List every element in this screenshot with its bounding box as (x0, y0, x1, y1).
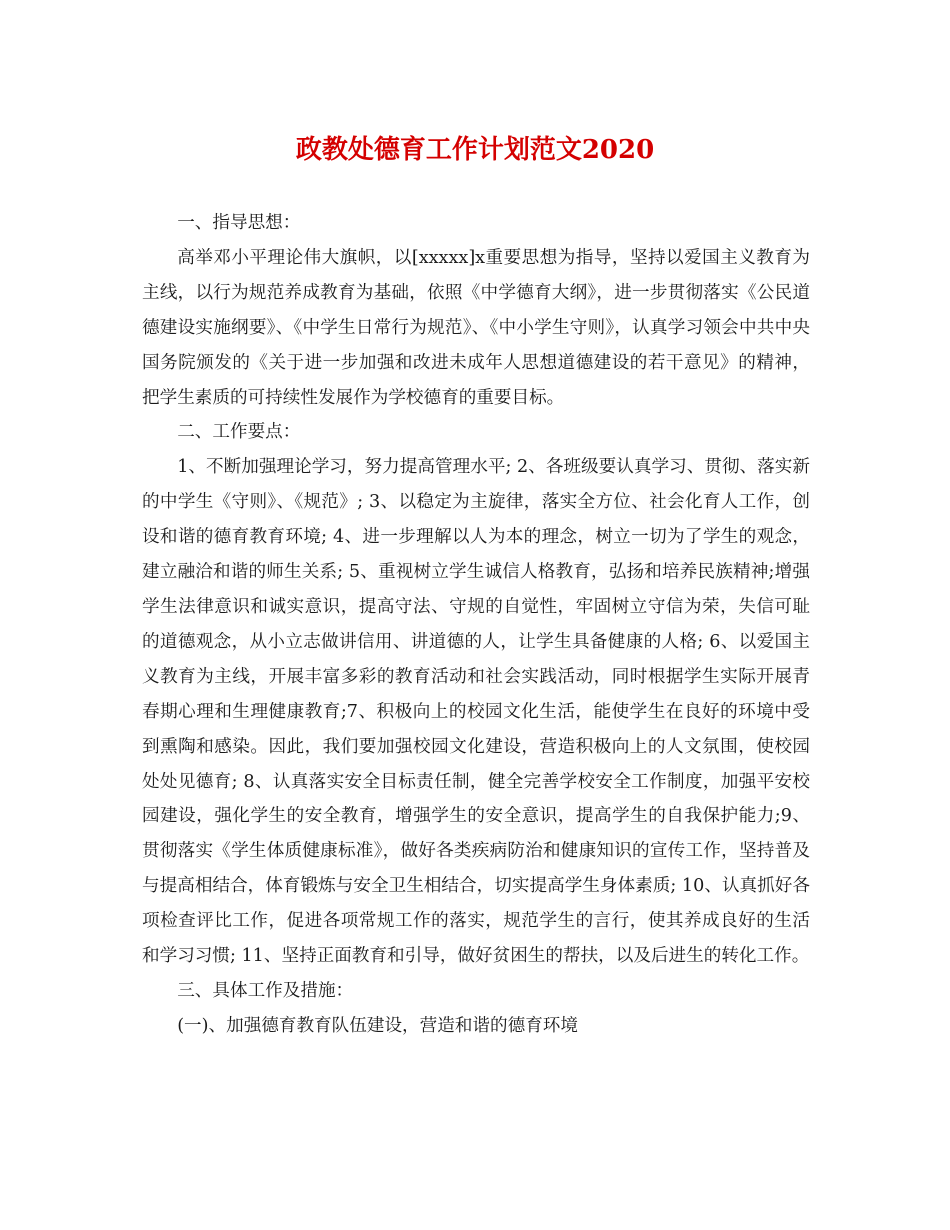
paragraph-guiding-ideology: 高举邓小平理论伟大旗帜，以[xxxxx]x重要思想为指导，坚持以爱国主义教育为主线，以行为规范养成教育为基础，依照《中学德育大纲》，进一步贯彻落实《公民道德建设实施纲要》、《中学生日常行为规范》、《中小学生守则》，认真学习领会中共中央国务院颁发的《关于进一步加强和改进未成年人思想道德建设的若干意见》的精神，把学生素质的可持续性发展作为学校德育的重要目标。 (142, 247, 810, 408)
document-title: 政教处德育工作计划范文2020 (295, 135, 655, 165)
section-heading-measures: 三、具体工作及措施： (177, 980, 354, 1001)
document-body (142, 206, 810, 1044)
subsection-heading-team-building: (一)、加强德育教育队伍建设，营造和谐的德育环境 (177, 1015, 578, 1036)
section-heading-guiding-ideology: 一、指导思想： (177, 213, 301, 233)
section-heading-work-points: 二、工作要点： (177, 422, 301, 443)
paragraph-work-points: 1、不断加强理论学习，努力提高管理水平; 2、各班级要认真学习、贯彻、落实新的中学生《守则》、《规范》; 3、以稳定为主旋律，落实全方位、社会化育人工作，创设和谐的德育教育环境; 4、进一步理解以人为本的理念，树立一切为了学生的观念，建立融洽和谐的师生关系; 5、重视树立学生诚信人格教育，弘扬和培养民族精神;增强学生法律意识和诚实意识，提高守法、守规的自觉性，牢固树立守信为荣，失信可耻的道德观念，从小立志做讲信用、讲道德的人，让学生具备健康的人格; 6、以爱国主义教育为主线，开展丰富多彩的教育活动和社会实践活动，同时根据学生实际开展青春期心理和生理健康教育;7、积极向上的校园文化生活，能使学生在良好的环境中受到熏陶和感染。因此，我们要加强校园文化建设，营造积极向上的人文氛围，使校园处处见德育; 8、认真落实安全目标责任制，健全完善学校安全工作制度，加强平安校园建设，强化学生的安全教育，增强学生的安全意识，提高学生的自我保护能力;9、贯彻落实《学生体质健康标准》，做好各类疾病防治和健康知识的宣传工作，坚持普及与提高相结合，体育锻炼与安全卫生相结合，切实提高学生身体素质; 10、认真抓好各项检查评比工作，促进各项常规工作的落实，规范学生的言行，使其养成良好的生活和学习习惯; 11、坚持正面教育和引导，做好贫困生的帮扶，以及后进生的转化工作。 (142, 457, 810, 967)
